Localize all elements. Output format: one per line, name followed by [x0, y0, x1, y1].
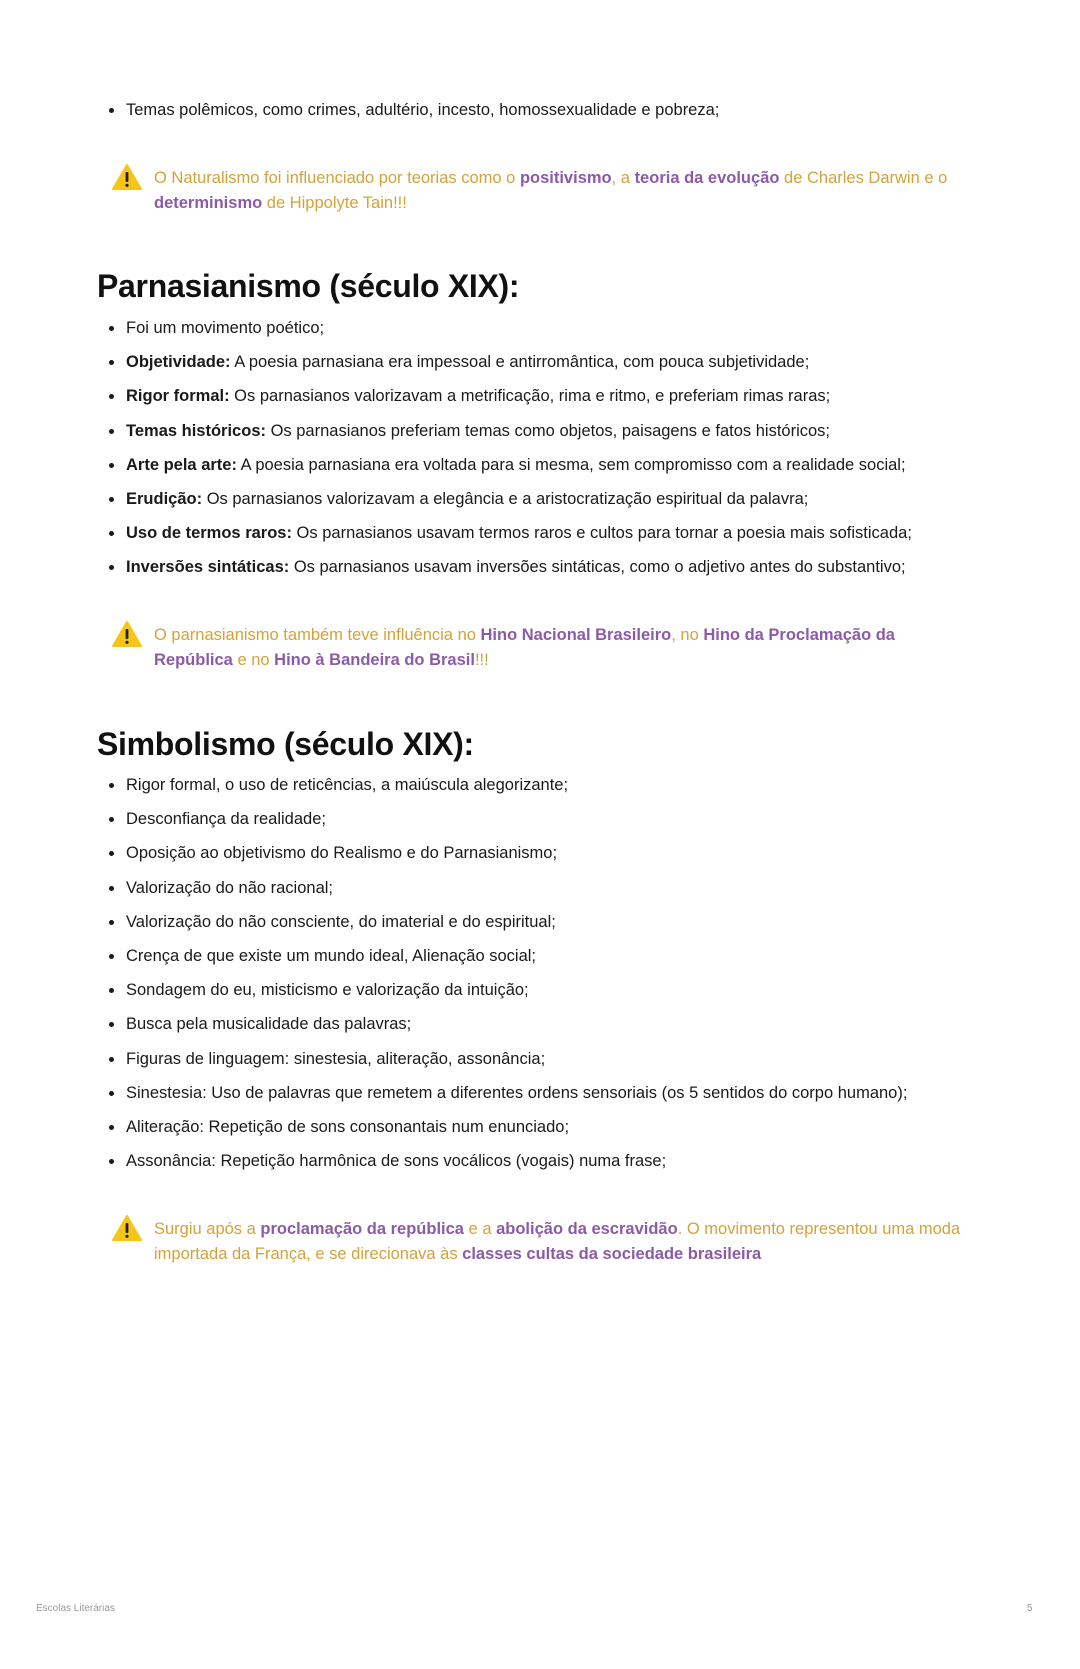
item-text: Os parnasianos preferiam temas como objetos, paisagens e fatos históricos;	[265, 421, 831, 440]
callout-segment: de Hippolyte Tain!!!	[262, 193, 407, 212]
list-item: Valorização do não consciente, do imaterial e do espiritual;	[104, 911, 907, 945]
list-item: Rigor formal, o uso de reticências, a maiúscula alegorizante;	[104, 774, 907, 808]
callout-text	[154, 166, 962, 215]
callout-segment: O Naturalismo foi influenciado por teorias como o	[154, 169, 520, 187]
item-term: Erudição:	[126, 489, 203, 508]
item-term: Inversões sintáticas:	[126, 558, 290, 577]
callout-emphasis: classes cultas da sociedade brasileira	[462, 1244, 762, 1263]
item-text: Os parnasianos usavam inversões sintáticas, como o adjetivo antes do substantivo;	[289, 558, 906, 577]
list-item: Sinestesia: Uso de palavras que remetem a diferentes ordens sensoriais (os 5 sentidos do corpo humano);	[104, 1082, 907, 1116]
callout-segment: , a	[611, 169, 635, 187]
footer-title: Escolas Literárias	[36, 1603, 115, 1614]
warning-icon	[112, 1215, 142, 1241]
callout-emphasis: Hino da Proclamação da República	[154, 626, 895, 669]
callout-emphasis: proclamação da república	[260, 1220, 464, 1238]
list-item	[104, 351, 912, 385]
callout-emphasis: positivismo	[519, 169, 612, 187]
callout-emphasis: abolição da escravidão	[496, 1220, 678, 1238]
list-item: Sondagem do eu, misticismo e valorização da intuição;	[104, 979, 907, 1013]
callout-parnasianismo	[112, 623, 962, 672]
callout-segment: e a	[463, 1220, 497, 1238]
callout-segment: . O movimento representou uma moda importada da França, e se direcionava às	[154, 1220, 961, 1263]
list-item: Oposição ao objetivismo do Realismo e do Parnasianismo;	[104, 842, 907, 876]
item-term: Temas históricos:	[126, 421, 266, 440]
callout-emphasis: Hino à Bandeira do Brasil	[274, 650, 475, 669]
list-item	[104, 385, 912, 419]
list-item: Desconfiança da realidade;	[104, 808, 907, 842]
callout-naturalismo	[112, 166, 962, 215]
list-item: Assonância: Repetição harmônica de sons vocálicos (vogais) numa frase;	[104, 1150, 907, 1184]
list-item	[104, 522, 912, 556]
callout-segment: de Charles Darwin e o	[779, 169, 948, 187]
item-text: A poesia parnasiana era voltada para si mesma, sem compromisso com a realidade social;	[236, 455, 906, 474]
callout-emphasis: teoria da evolução	[634, 169, 780, 187]
list-item: Figuras de linguagem: sinestesia, aliteração, assonância;	[104, 1048, 907, 1082]
callout-simbolismo	[112, 1217, 962, 1266]
item-term: Arte pela arte:	[126, 455, 237, 474]
page-number: 5	[1027, 1603, 1033, 1614]
item-text: A poesia parnasiana era impessoal e antirromântica, com pouca subjetividade;	[230, 353, 810, 372]
callout-segment: , no	[671, 626, 704, 644]
list-item	[104, 488, 912, 522]
item-text: Foi um movimento poético;	[126, 319, 325, 337]
item-text: Os parnasianos valorizavam a elegância e a aristocratização espiritual da palavra;	[202, 489, 809, 508]
callout-text	[154, 623, 962, 672]
list-item	[104, 317, 912, 351]
list-item: Aliteração: Repetição de sons consonantais num enunciado;	[104, 1116, 907, 1150]
section-title-simbolismo: Simbolismo (século XIX):	[97, 726, 474, 762]
section-title-parnasianismo: Parnasianismo (século XIX):	[97, 268, 520, 304]
item-text: Os parnasianos usavam termos raros e cultos para tornar a poesia mais sofisticada;	[291, 524, 912, 543]
list-item	[104, 454, 912, 488]
callout-segment: e no	[232, 650, 275, 669]
callout-emphasis: determinismo	[154, 193, 263, 212]
item-term: Uso de termos raros:	[126, 524, 292, 543]
callout-segment: O parnasianismo também teve influência no	[154, 626, 481, 644]
item-term: Rigor formal:	[126, 387, 230, 406]
callout-segment: Surgiu após a	[154, 1220, 261, 1238]
list-item: Valorização do não racional;	[104, 877, 907, 911]
list-item: Temas polêmicos, como crimes, adultério, incesto, homossexualidade e pobreza;	[104, 99, 719, 133]
list-item: Busca pela musicalidade das palavras;	[104, 1013, 907, 1047]
simbolismo-list	[104, 774, 907, 1184]
item-text: Os parnasianos valorizavam a metrificação, rima e ritmo, e preferiam rimas raras;	[229, 387, 831, 406]
parnasianismo-list	[104, 317, 912, 591]
callout-emphasis: Hino Nacional Brasileiro	[480, 626, 672, 644]
callout-text	[154, 1217, 962, 1266]
list-item	[104, 420, 912, 454]
list-item	[104, 556, 912, 590]
warning-icon	[112, 621, 142, 647]
item-term: Objetividade:	[126, 353, 231, 372]
list-item: Crença de que existe um mundo ideal, Alienação social;	[104, 945, 907, 979]
callout-segment: !!!	[474, 650, 489, 669]
warning-icon	[112, 164, 142, 190]
naturalismo-list	[104, 99, 719, 133]
